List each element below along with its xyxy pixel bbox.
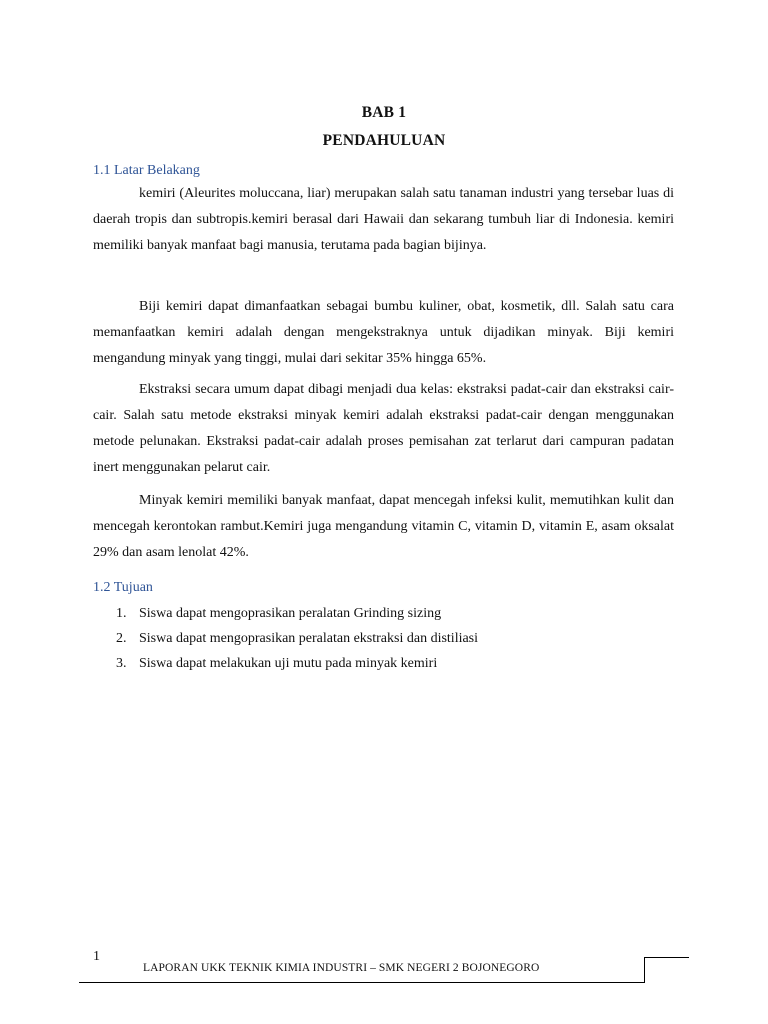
paragraph-4: Minyak kemiri memiliki banyak manfaat, dapat mencegah infeksi kulit, memutihkan kulit dan mencegah kerontokan rambut.Kemiri juga mengandung vitamin C, vitamin D, vitamin E, asam oksalat 29% dan asam lenolat 42%. <box>93 493 674 560</box>
paragraph-3: Ekstraksi secara umum dapat dibagi menjadi dua kelas: ekstraksi padat-cair dan ekstraksi cair-cair. Salah satu metode ekstraksi minyak kemiri adalah ekstraksi padat-cair dengan menggunakan metode pelunakan. Ekstraksi padat-cair adalah proses pemisahan zat terlarut dari campuran padatan inert menggunakan pelarut cair. <box>93 382 674 475</box>
list-item-text: Siswa dapat mengoprasikan peralatan Grinding sizing <box>139 606 442 621</box>
list-item-text: Siswa dapat mengoprasikan peralatan ekstraksi dan distiliasi <box>139 631 479 646</box>
list-item-text: Siswa dapat melakukan uji mutu pada minyak kemiri <box>139 656 438 671</box>
footer-rule <box>79 982 645 983</box>
section-heading-tujuan: 1.2 Tujuan <box>93 580 153 595</box>
paragraph-2: Biji kemiri dapat dimanfaatkan sebagai bumbu kuliner, obat, kosmetik, dll. Salah satu cara memanfaatkan kemiri adalah dengan mengekstraknya untuk dijadikan minyak. Biji kemiri mengandung minyak yang tinggi, mulai dari sekitar 35% hingga 65%. <box>93 299 674 366</box>
list-item <box>93 651 674 676</box>
footer-text: LAPORAN UKK TEKNIK KIMIA INDUSTRI – SMK NEGERI 2 BOJONEGORO <box>143 962 540 974</box>
page-number: 1 <box>93 949 100 964</box>
section-heading-latar-belakang: 1.1 Latar Belakang <box>93 163 200 178</box>
footer-corner-vertical <box>644 957 645 983</box>
chapter-label: BAB 1 <box>361 104 407 121</box>
list-item-number: 1. <box>116 606 127 621</box>
list-item <box>93 626 674 651</box>
list-item-number: 2. <box>116 631 127 646</box>
objectives-list <box>93 601 674 676</box>
list-item <box>93 601 674 626</box>
footer-corner-horizontal <box>644 957 689 958</box>
list-item-number: 3. <box>116 656 127 671</box>
paragraph-1: kemiri (Aleurites moluccana, liar) merupakan salah satu tanaman industri yang tersebar luas di daerah tropis dan subtropis.kemiri berasal dari Hawaii dan sekarang tumbuh liar di Indonesia. kemiri memiliki banyak manfaat bagi manusia, terutama pada bagian bijinya. <box>93 186 674 253</box>
chapter-title: PENDAHULUAN <box>322 132 446 149</box>
